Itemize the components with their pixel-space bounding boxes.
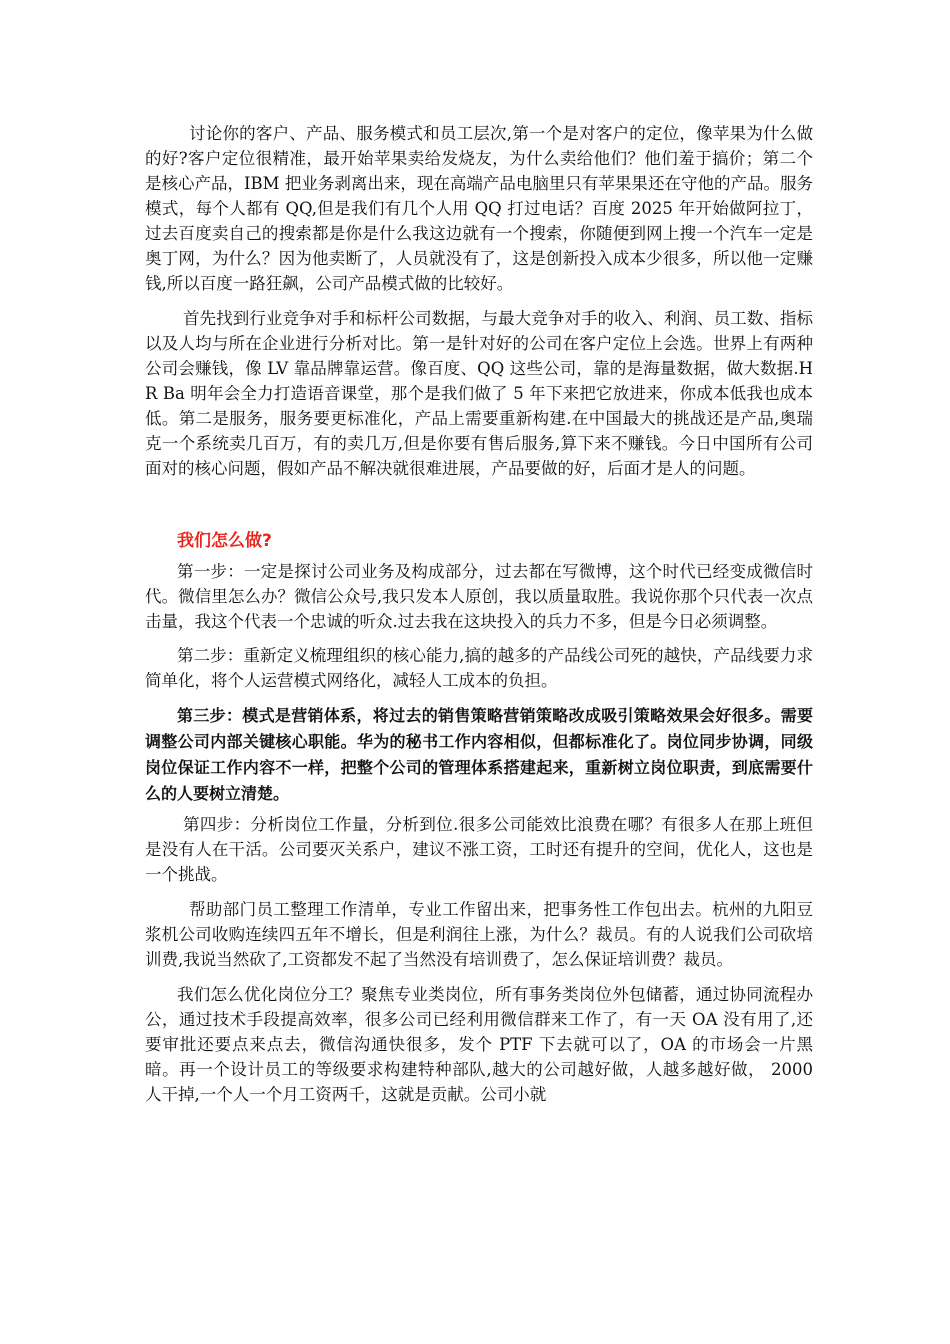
- paragraph-optimize-roles: 我们怎么优化岗位分工？聚焦专业类岗位，所有事务类岗位外包储蓄，通过协同流程办公，通过技术手段提高效率，很多公司已经利用微信群来工作了，有一天 OA 没有用了,还要审批还要点来点去，微信沟通快很多，发个 PTF 下去就可以了，OA 的市场会一片黑暗。再一个设计员工的等级要求构建特种部队,越大的公司越好做，人越多越好做， 2000 人干掉,一个人一个月工资两千，这就是贡献。公司小就: [145, 985, 813, 1104]
- paragraph-step-4: 第四步：分析岗位工作量，分析到位.很多公司能效比浪费在哪？有很多人在那上班但是没有人在干活。公司要灭关系户，建议不涨工资，工时还有提升的空间，优化人，这也是一个挑战。: [145, 815, 813, 884]
- paragraph-customer-positioning: 讨论你的客户、产品、服务模式和员工层次,第一个是对客户的定位，像苹果为什么做的好?客户定位很精准，最开始苹果卖给发烧友，为什么卖给他们？他们羞于搞价；第二个是核心产品，IBM 把业务剥离出来，现在高端产品电脑里只有苹果果还在守他的产品。服务模式，每个人都有 QQ,但是我们有几个人用 QQ 打过电话？百度 2025 年开始做阿拉丁，过去百度卖自己的搜索都是你是什么我这边就有一个搜索，你随便到网上搜一个汽车一定是奥丁网，为什么？因为他卖断了，人员就没有了，这是创新投入成本少很多，所以他一定赚钱,所以百度一路狂飙，公司产品模式做的比较好。: [145, 124, 813, 293]
- document-page: [145, 121, 813, 1107]
- section-heading: 我们怎么做?: [177, 531, 272, 551]
- paragraph-step-2: 第二步：重新定义梳理组织的核心能力,搞的越多的产品线公司死的越快，产品线要力求简单化，将个人运营模式网络化，减轻人工成本的负担。: [145, 646, 813, 690]
- paragraph-competitor-analysis: 首先找到行业竞争对手和标杆公司数据，与最大竞争对手的收入、利润、员工数、指标以及人均与所在企业进行分析对比。第一是针对好的公司在客户定位上会选。世界上有两种公司会赚钱，像 LV 靠品牌靠运营。像百度、QQ 这些公司，靠的是海量数据，做大数据.HR Ba 明年会全力打造语音课堂，那个是我们做了 5 年下来把它放进来，你成本低我也成本低。第二是服务，服务要更标准化，产品上需要重新构建.在中国最大的挑战还是产品,奥瑞克一个系统卖几百万，有的卖几万,但是你要有售后服务,算下来不赚钱。今日中国所有公司面对的核心问题，假如产品不解决就很难进展，产品要做的好，后面才是人的问题。: [145, 309, 813, 478]
- paragraph-help-department: 帮助部门员工整理工作清单，专业工作留出来，把事务性工作包出去。杭州的九阳豆浆机公司收购连续四五年不增长，但是利润往上涨，为什么？裁员。有的人说我们公司砍培训费,我说当然砍了,工资都发不起了当然没有培训费了，怎么保证培训费？裁员。: [145, 900, 813, 969]
- paragraph-step-1: 第一步：一定是探讨公司业务及构成部分，过去都在写微博，这个时代已经变成微信时代。微信里怎么办？微信公众号,我只发本人原创，我以质量取胜。我说你那个只代表一次点击量，我这个代表一个忠诚的听众.过去我在这块投入的兵力不多，但是今日必须调整。: [145, 562, 813, 631]
- paragraph-step-3: 第三步：模式是营销体系，将过去的销售策略营销策略改成吸引策略效果会好很多。需要调整公司内部关键核心职能。华为的秘书工作内容相似，但都标准化了。岗位同步协调，同级岗位保证工作内容不一样，把整个公司的管理体系搭建起来，重新树立岗位职责，到底需要什么的人要树立清楚。: [145, 706, 813, 803]
